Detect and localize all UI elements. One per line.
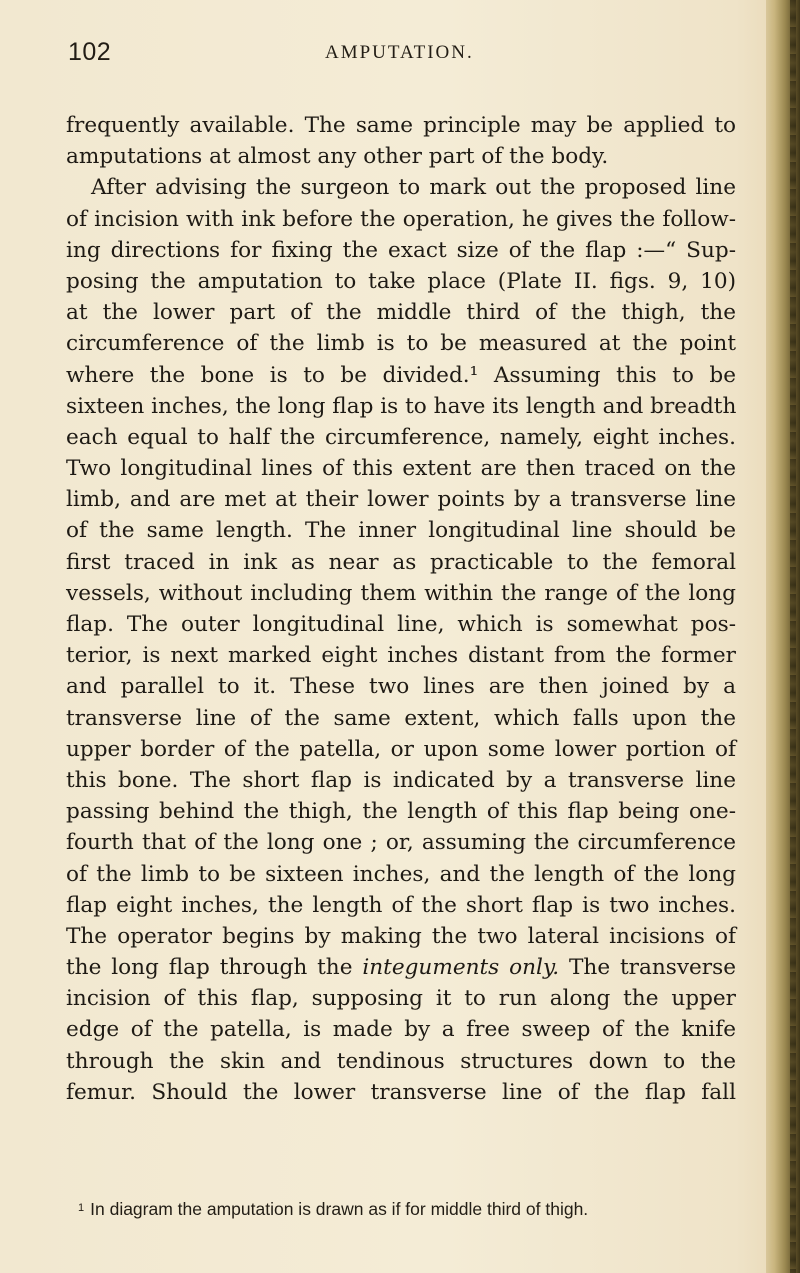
text-line: femur. Should the lower transverse line of the flap fall [66, 1079, 736, 1105]
text-line: flap eight inches, the length of the short flap is two inches. [66, 892, 736, 918]
page-header [68, 38, 758, 78]
text-line: first traced in ink as near as practicable to the femoral [66, 549, 736, 575]
text-line: where the bone is to be divided.¹ Assuming this to be [66, 362, 736, 388]
page-number: 102 [68, 38, 112, 66]
text-line: edge of the patella, is made by a free sweep of the knife [66, 1017, 736, 1043]
text-line: sixteen inches, the long flap is to have its length and breadth [66, 393, 737, 419]
running-head: AMPUTATION. [325, 42, 474, 63]
text-line: incision of this flap, supposing it to run along the upper [66, 986, 736, 1012]
footnote-text: In diagram the amputation is drawn as if for middle third of thigh. [90, 1199, 589, 1219]
text-line: vessels, without including them within the range of the long [66, 580, 736, 606]
body-text [66, 110, 736, 1108]
text-line: passing behind the thigh, the length of this flap being one- [66, 799, 736, 825]
text-line: of the same length. The inner longitudinal line should be [66, 518, 736, 544]
binding-edge-strip [790, 0, 796, 1273]
text-line: ing directions for fixing the exact size of the flap :—“ Sup- [66, 237, 736, 263]
text-line: transverse line of the same extent, which falls upon the [66, 705, 736, 731]
text-line: fourth that of the long one ; or, assuming the circumference [66, 830, 736, 856]
text-run: The transverse [559, 955, 736, 981]
text-line: circumference of the limb is to be measured at the point [66, 331, 736, 357]
text-line: each equal to half the circumference, namely, eight inches. [66, 424, 736, 450]
text-line: limb, and are met at their lower points by a transverse line [66, 487, 736, 513]
text-line-mixed [66, 952, 736, 983]
text-line: frequently available. The same principle may be applied to [66, 113, 736, 138]
italic-text-run: integuments only. [362, 955, 560, 981]
text-line: flap. The outer longitudinal line, which is somewhat pos- [66, 612, 736, 637]
text-line: of the limb to be sixteen inches, and the length of the long [66, 861, 736, 887]
text-line: The operator begins by making the two lateral incisions of [66, 923, 736, 949]
footnote-marker: 1 [78, 1202, 85, 1214]
text-line: Two longitudinal lines of this extent are then traced on the [66, 456, 736, 482]
text-line: of incision with ink before the operation, he gives the follow- [66, 206, 736, 232]
text-line: amputations at almost any other part of the body. [66, 144, 609, 170]
text-line: this bone. The short flap is indicated by a transverse line [66, 767, 736, 793]
text-line: through the skin and tendinous structures down to the [66, 1048, 736, 1074]
footnote [78, 1196, 738, 1221]
text-line: terior, is next marked eight inches distant from the former [66, 643, 736, 669]
text-line: and parallel to it. These two lines are then joined by a [66, 674, 736, 700]
text-line: upper border of the patella, or upon some lower portion of [66, 736, 736, 762]
text-run: the long flap through the [66, 955, 363, 981]
text-line: posing the amputation to take place (Plate II. figs. 9, 10) [66, 268, 736, 294]
text-line: at the lower part of the middle third of the thigh, the [66, 300, 736, 326]
text-line: After advising the surgeon to mark out the proposed line [91, 175, 736, 201]
